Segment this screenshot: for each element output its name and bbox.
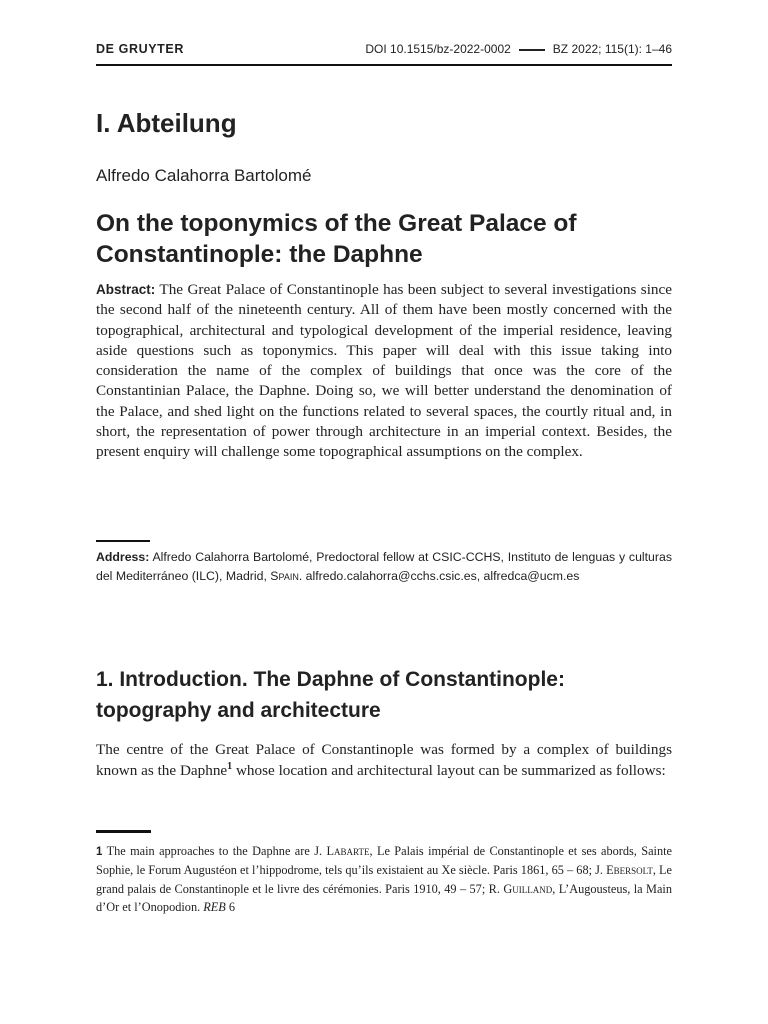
footnote-ref: 1 (227, 760, 233, 772)
footnote-author-2: Ebersolt (606, 863, 653, 878)
address-label: Address: (96, 550, 150, 564)
footnote-text-2: , Le Palais impérial de Constantinople et ses abords, Sainte Sophie, le Forum Augustéon et l’hippodrome, tels qu’ils existaient au Xe siècle. Paris 1861, 65 – 68; J. (96, 844, 672, 878)
article-title-line-1: On the toponymics of the Great Palace of (96, 210, 577, 237)
footnote-author-3: Guilland (503, 881, 553, 896)
footnote-author-1: Labarte (326, 844, 370, 858)
author-address (96, 548, 672, 585)
citation-info (365, 42, 672, 56)
abstract-label: Abstract: (96, 282, 156, 297)
address-country: Spain (270, 568, 299, 583)
journal-citation: BZ 2022; 115(1): 1–46 (552, 42, 672, 56)
citation-dash (519, 49, 545, 51)
footnote-text-5: 6 (225, 899, 236, 914)
intro-text-b: whose location and architectural layout can be summarized as follows: (232, 762, 666, 779)
author-name: Alfredo Calahorra Bartolomé (96, 166, 312, 185)
footnote-text-4: , L’Augousteus, la Main d’Or et l’Onopodion. (96, 881, 672, 914)
running-header (96, 42, 672, 60)
abstract-text: The Great Palace of Constantinople has been subject to several investigations since the second half of the nineteenth century. All of them have been mostly concerned with the topographical, architectural and typological development of the imperial residence, leaving aside questions such as toponymics. This paper will deal with this issue taking into consideration the name of the complex of buildings that once was the core of the Constantinian Palace, the Daphne. Doing so, we will better understand the denomination of the Palace, and shed light on the functions related to several spaces, the courtly ritual and, in short, the representation of power through architecture in an imperial context. Besides, the present enquiry will challenge some topographical assumptions on the complex. (96, 281, 672, 461)
intro-paragraph (96, 739, 672, 781)
footnote-rule (96, 830, 151, 833)
article-title-line-2: Constantinople: the Daphne (96, 241, 423, 268)
doi: DOI 10.1515/bz-2022-0002 (365, 42, 511, 56)
footnote-number: 1 (96, 846, 103, 858)
footnote (96, 842, 672, 916)
section-heading-line-1: 1. Introduction. The Daphne of Constantinople: (96, 668, 565, 691)
publisher-name: DE GRUYTER (96, 42, 184, 56)
address-rule (96, 540, 150, 542)
footnote-journal: REB (203, 899, 226, 914)
address-text: Alfredo Calahorra Bartolomé, Predoctoral fellow at CSIC-CCHS, Instituto de lenguas y culturas del Mediterráneo (ILC), Madrid, (96, 550, 672, 583)
header-rule (96, 64, 672, 66)
address-emails: . alfredo.calahorra@cchs.csic.es, alfredca@ucm.es (298, 568, 580, 583)
footnote-text-3: , Le grand palais de Constantinople et le livre des cérémonies. Paris 1910, 49 – 57; R. (96, 863, 672, 896)
section-heading (96, 664, 672, 726)
section-title: I. Abteilung (96, 108, 237, 138)
footnote-text-1: The main approaches to the Daphne are J. (102, 844, 323, 858)
abstract (96, 280, 672, 463)
article-title (96, 208, 672, 270)
section-heading-line-2: topography and architecture (96, 699, 381, 722)
intro-text-a: The centre of the Great Palace of Constantinople was formed by a complex of buildings known as the Daphne (96, 741, 672, 779)
